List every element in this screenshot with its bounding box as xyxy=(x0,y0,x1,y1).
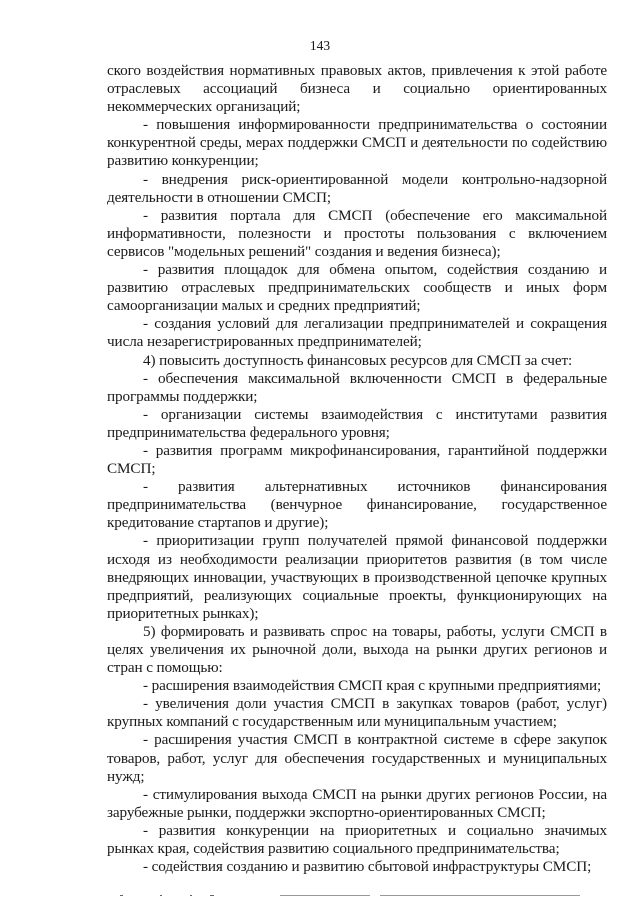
paragraph: - содействия созданию и развитию сбытовой инфраструктуры СМСП; xyxy=(143,858,592,876)
paragraph: - внедрения риск-ориентированной модели контрольно-надзорной деятельности в отношении СМСП; xyxy=(107,170,607,206)
page-number: 143 xyxy=(309,38,331,53)
paragraph: - развития портала для СМСП (обеспечение его максимальной информативности, полезности и простоты пользования с включением сервисов "модельных решений" создания и ведения бизнеса); xyxy=(107,206,607,260)
document-body xyxy=(107,62,607,876)
paragraph: - развития альтернативных источников финансирования предпринимательства (венчурное финансирование, государственное кредитование стартапов и другие); xyxy=(107,478,607,532)
paragraph: - приоритизации групп получателей прямой финансовой поддержки исходя из необходимости реализации приоритетов развития (в том числе внедряющих инновации, участвующих в производственной цепочке крупных предприятий, реализующих социальные проекты, функционирующих на приоритетных рынках); xyxy=(107,532,607,622)
paragraph: - обеспечения максимальной включенности СМСП в федеральные программы поддержки; xyxy=(107,369,607,405)
paragraph: - развития площадок для обмена опытом, содействия созданию и развитию отраслевых предпринимательских сообществ и иных форм самоорганизации малых и средних предприятий; xyxy=(107,261,607,315)
paragraph: - организации системы взаимодействия с институтами развития предпринимательства федерального уровня; xyxy=(107,405,607,441)
scan-artifact-line xyxy=(0,895,640,899)
paragraph: - развития программ микрофинансирования, гарантийной поддержки СМСП; xyxy=(107,441,607,478)
paragraph: - стимулирования выхода СМСП на рынки других регионов России, на зарубежные рынки, поддержки экспортно-ориентированных СМСП; xyxy=(107,785,607,821)
paragraph: - увеличения доли участия СМСП в закупках товаров (работ, услуг) крупных компаний с государственным или муниципальным участием; xyxy=(107,695,607,731)
paragraph: - расширения взаимодействия СМСП края с крупными предприятиями; xyxy=(143,677,602,695)
paragraph: - расширения участия СМСП в контрактной системе в сфере закупок товаров, работ, услуг для обеспечения государственных и муниципальных нужд; xyxy=(107,731,607,785)
paragraph: - развития конкуренции на приоритетных и социально значимых рынках края, содействия развитию социального предпринимательства; xyxy=(107,821,607,858)
paragraph: - создания условий для легализации предпринимателей и сокращения числа незарегистрированных предпринимателей; xyxy=(107,315,607,351)
paragraph: 4) повысить доступность финансовых ресурсов для СМСП за счет: xyxy=(143,351,573,369)
paragraph: ского воздействия нормативных правовых актов, привлечения к этой работе отраслевых ассоциаций бизнеса и социально ориентированных некоммерческих организаций; xyxy=(107,62,607,116)
paragraph: 5) формировать и развивать спрос на товары, работы, услуги СМСП в целях увеличения их рыночной доли, выхода на рынки других регионов и стран с помощью: xyxy=(107,622,607,677)
paragraph: - повышения информированности предпринимательства о состоянии конкурентной среды, мерах поддержки СМСП и деятельности по содействию развитию конкуренции; xyxy=(107,116,607,170)
